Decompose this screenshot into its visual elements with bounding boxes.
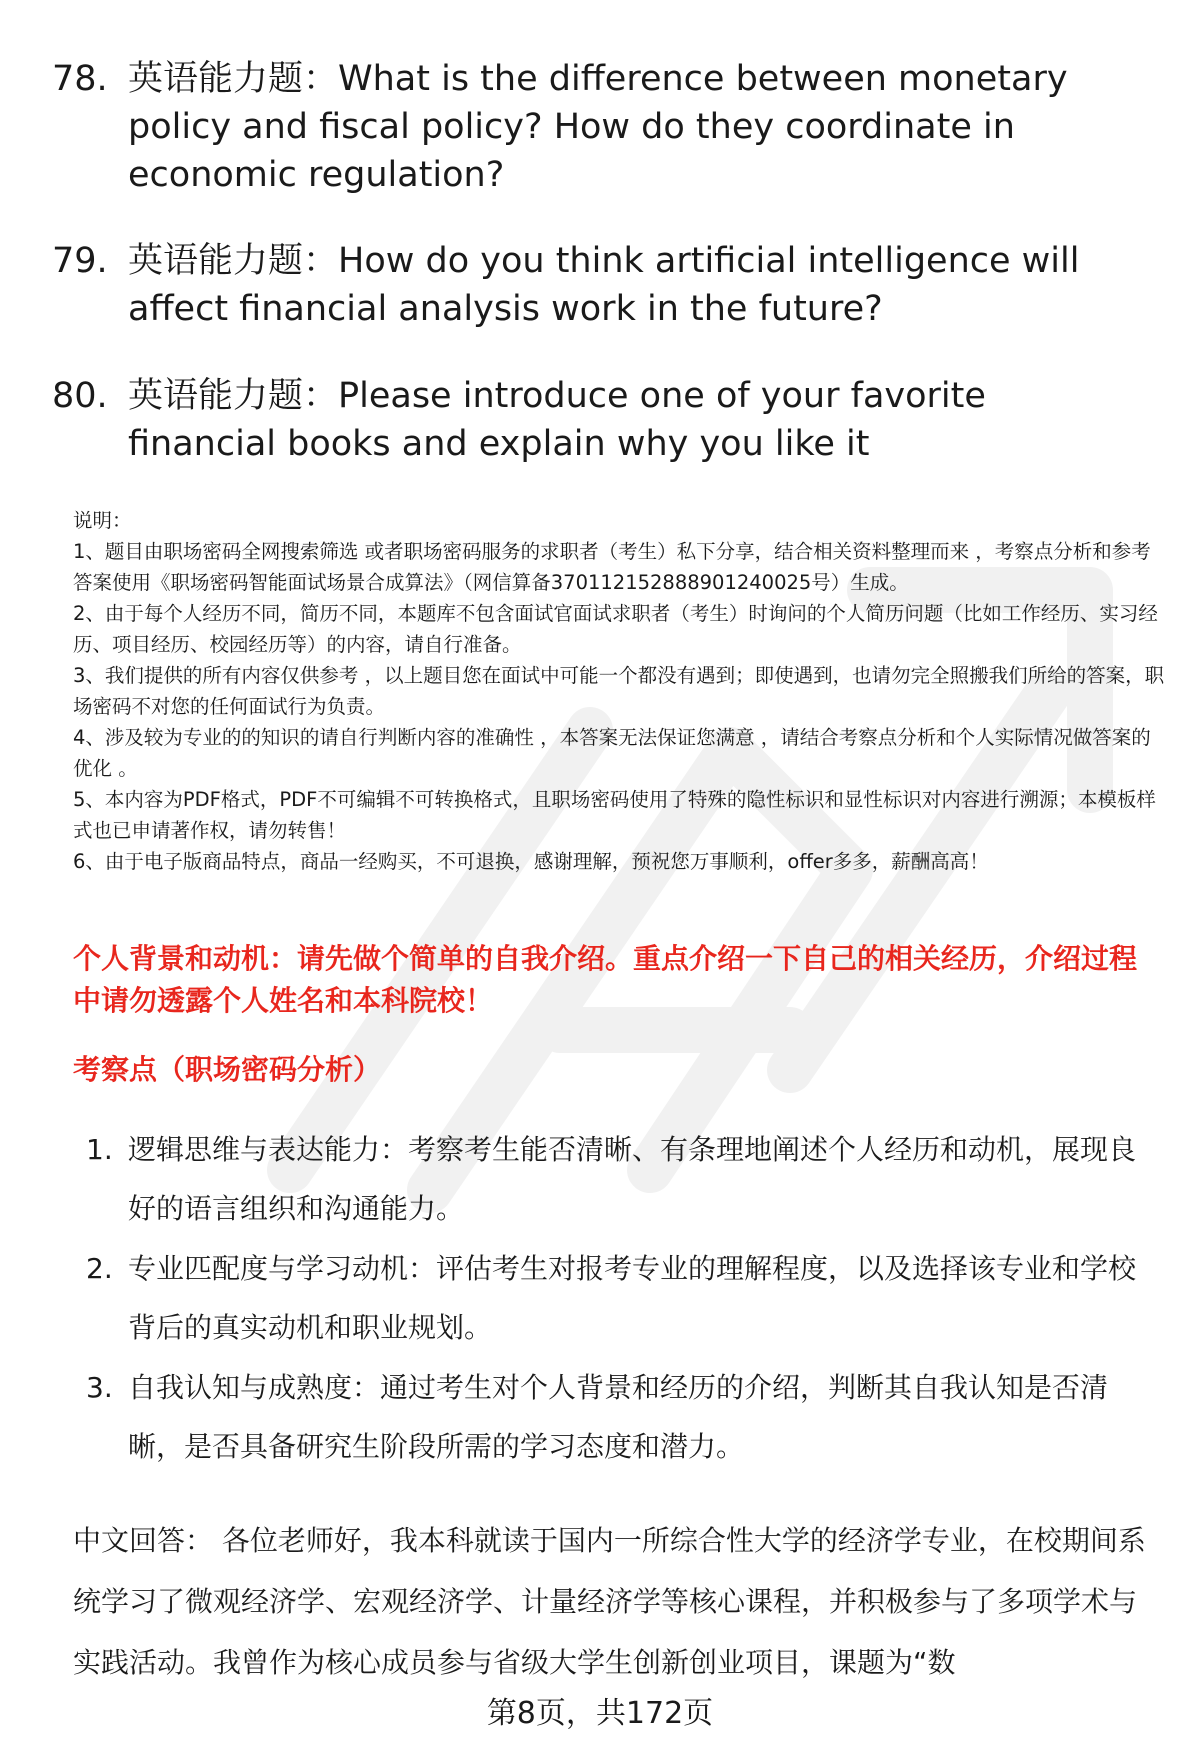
- analysis-title: 考察点（职场密码分析）: [73, 1053, 382, 1086]
- point-text: 专业匹配度与学习动机：评估考生对报考专业的理解程度，以及选择该专业和学校背后的真实动机和职业规划。: [128, 1252, 1137, 1344]
- question-text: How do you think artificial intelligence will affect financial analysis work in the future?: [128, 241, 1080, 329]
- note-item: 3、我们提供的所有内容仅供参考 ，以上题目您在面试中可能一个都没有遇到；即使遇到，也请勿完全照搬我们所给的答案，职场密码不对您的任何面试行为负责。: [73, 664, 1165, 718]
- question-prefix: 英语能力题：: [128, 241, 339, 281]
- answer-paragraph: [73, 1510, 1158, 1693]
- question-number: 80.: [52, 376, 108, 416]
- question-number: 78.: [52, 59, 108, 99]
- point-text: 逻辑思维与表达能力：考察考生能否清晰、有条理地阐述个人经历和动机，展现良好的语言组织和沟通能力。: [128, 1133, 1137, 1225]
- note-item: 6、由于电子版商品特点，商品一经购买，不可退换，感谢理解，预祝您万事顺利，offer多多，薪酬高高！: [73, 850, 989, 873]
- notes-title: 说明：: [73, 509, 132, 532]
- section-title: 个人背景和动机：请先做个简单的自我介绍。重点介绍一下自己的相关经历，介绍过程中请勿透露个人姓名和本科院校！: [73, 942, 1138, 1017]
- question-text: Please introduce one of your favorite financial books and explain why you like it: [128, 376, 986, 464]
- question-prefix: 英语能力题：: [128, 59, 339, 99]
- note-item: 2、由于每个人经历不同，简历不同，本题库不包含面试官面试求职者（考生）时询问的个人简历问题（比如工作经历、实习经历、项目经历、校园经历等）的内容，请自行准备。: [73, 602, 1158, 656]
- point-number: 2.: [86, 1252, 113, 1285]
- point-number: 3.: [86, 1371, 113, 1404]
- question-text: What is the difference between monetary policy and fiscal policy? How do they coordinate in economic regulation?: [128, 59, 1068, 195]
- point-text: 自我认知与成熟度：通过考生对个人背景和经历的介绍，判断其自我认知是否清晰，是否具备研究生阶段所需的学习态度和潜力。: [128, 1371, 1109, 1463]
- note-item: 4、涉及较为专业的的知识的请自行判断内容的准确性 ，本答案无法保证您满意 ，请结合考察点分析和个人实际情况做答案的优化 。: [73, 726, 1151, 780]
- page-number: 第8页，共172页: [486, 1696, 714, 1731]
- note-item: 5、本内容为PDF格式，PDF不可编辑不可转换格式，且职场密码使用了特殊的隐性标识和显性标识对内容进行溯源；本模板样式也已申请著作权，请勿转售！: [73, 788, 1156, 842]
- answer-text: 各位老师好，我本科就读于国内一所综合性大学的经济学专业，在校期间系统学习了微观经济学、宏观经济学、计量经济学等核心课程，并积极参与了多项学术与实践活动。我曾作为核心成员参与省级大学生创新创业项目，课题为“数: [73, 1524, 1146, 1679]
- question-number: 79.: [52, 241, 108, 281]
- note-item: 1、题目由职场密码全网搜索筛选 或者职场密码服务的求职者（考生）私下分享，结合相关资料整理而来 ，考察点分析和参考答案使用《职场密码智能面试场景合成算法》（网信算备370112152888901240025号）生成。: [73, 540, 1151, 594]
- disclaimer-notes: [73, 505, 1168, 877]
- point-number: 1.: [86, 1133, 113, 1166]
- question-prefix: 英语能力题：: [128, 376, 339, 416]
- answer-label: 中文回答：: [73, 1524, 214, 1557]
